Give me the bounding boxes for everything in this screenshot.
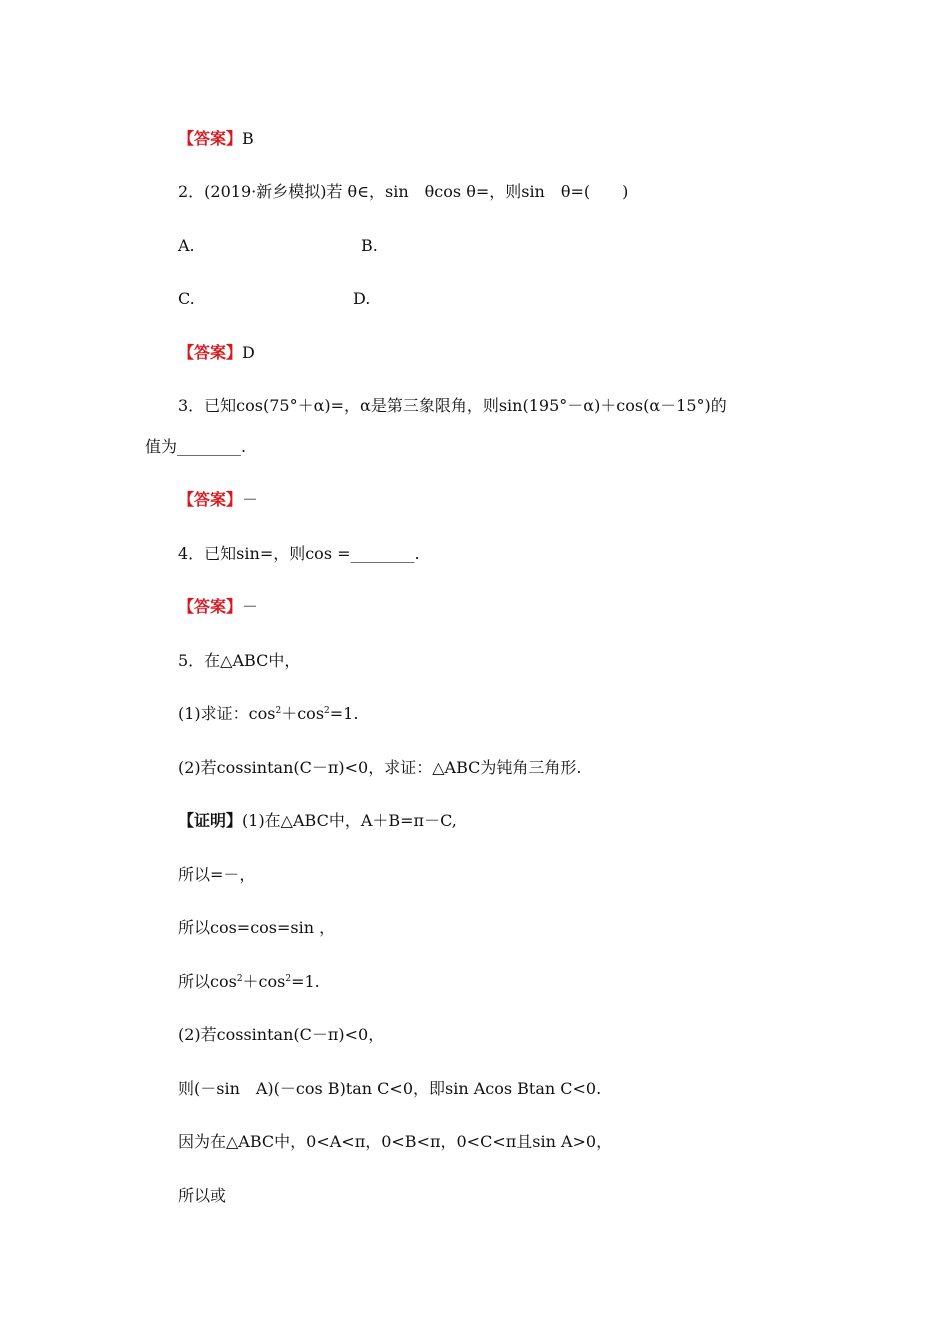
text-segment: 所以cos (178, 972, 237, 991)
proof-line-6: 则(－sin A)(－cos B)tan C<0，即sin Acos Btan C<0. (178, 1079, 602, 1098)
answer-3 (178, 489, 258, 511)
answer-label: 【答案】 (178, 343, 243, 362)
option-a: A. (178, 236, 195, 255)
answer-value: － (242, 597, 259, 616)
proof-line-8: 所以或 (178, 1186, 227, 1205)
answer-label: 【答案】 (178, 490, 243, 509)
proof-label: 【证明】 (178, 811, 243, 830)
text-segment: ＋cos (281, 704, 325, 723)
proof-text: (1)在△ABC中，A＋B=π－C, (242, 811, 457, 830)
answer-value: B (242, 129, 254, 148)
answer-value: － (242, 490, 259, 509)
question-3-line-2: 值为________. (145, 437, 247, 456)
superscript: 2 (236, 974, 243, 984)
option-c: C. (178, 289, 195, 308)
question-4: 4．已知sin=，则cos =________. (178, 544, 420, 563)
answer-value: D (242, 343, 255, 362)
question-5-part-2: (2)若cossintan(C－π)<0，求证：△ABC为钝角三角形. (178, 758, 582, 777)
answer-label: 【答案】 (178, 597, 243, 616)
proof-line-1 (178, 810, 457, 832)
question-5: 5．在△ABC中， (178, 651, 301, 670)
answer-label: 【答案】 (178, 129, 243, 148)
text-segment: (1)求证：cos (178, 704, 276, 723)
proof-line-2: 所以=－， (178, 865, 256, 884)
text-segment: =1. (329, 704, 359, 723)
question-5-part-1 (178, 703, 358, 725)
answer-2 (178, 342, 255, 364)
proof-line-4 (178, 971, 320, 993)
option-d: D. (353, 289, 371, 308)
option-b: B. (361, 236, 378, 255)
answer-1 (178, 128, 254, 150)
proof-line-7: 因为在△ABC中，0<A<π，0<B<π，0<C<π且sin A>0， (178, 1132, 613, 1151)
superscript: 2 (324, 706, 330, 716)
proof-line-5: (2)若cossintan(C－π)<0， (178, 1025, 385, 1044)
text-segment: ＋cos (242, 972, 286, 991)
superscript: 2 (275, 706, 282, 716)
answer-4 (178, 596, 258, 618)
proof-line-3: 所以cos=cos=sin ， (178, 918, 336, 937)
question-3-line-1: 3．已知cos(75°＋α)=，α是第三象限角，则sin(195°－α)＋cos(α－15°)的 (178, 396, 727, 415)
superscript: 2 (285, 974, 292, 984)
question-2: 2．(2019·新乡模拟)若 θ∈，sin θcos θ=，则sin θ=( ) (178, 182, 629, 201)
text-segment: =1. (291, 972, 320, 991)
